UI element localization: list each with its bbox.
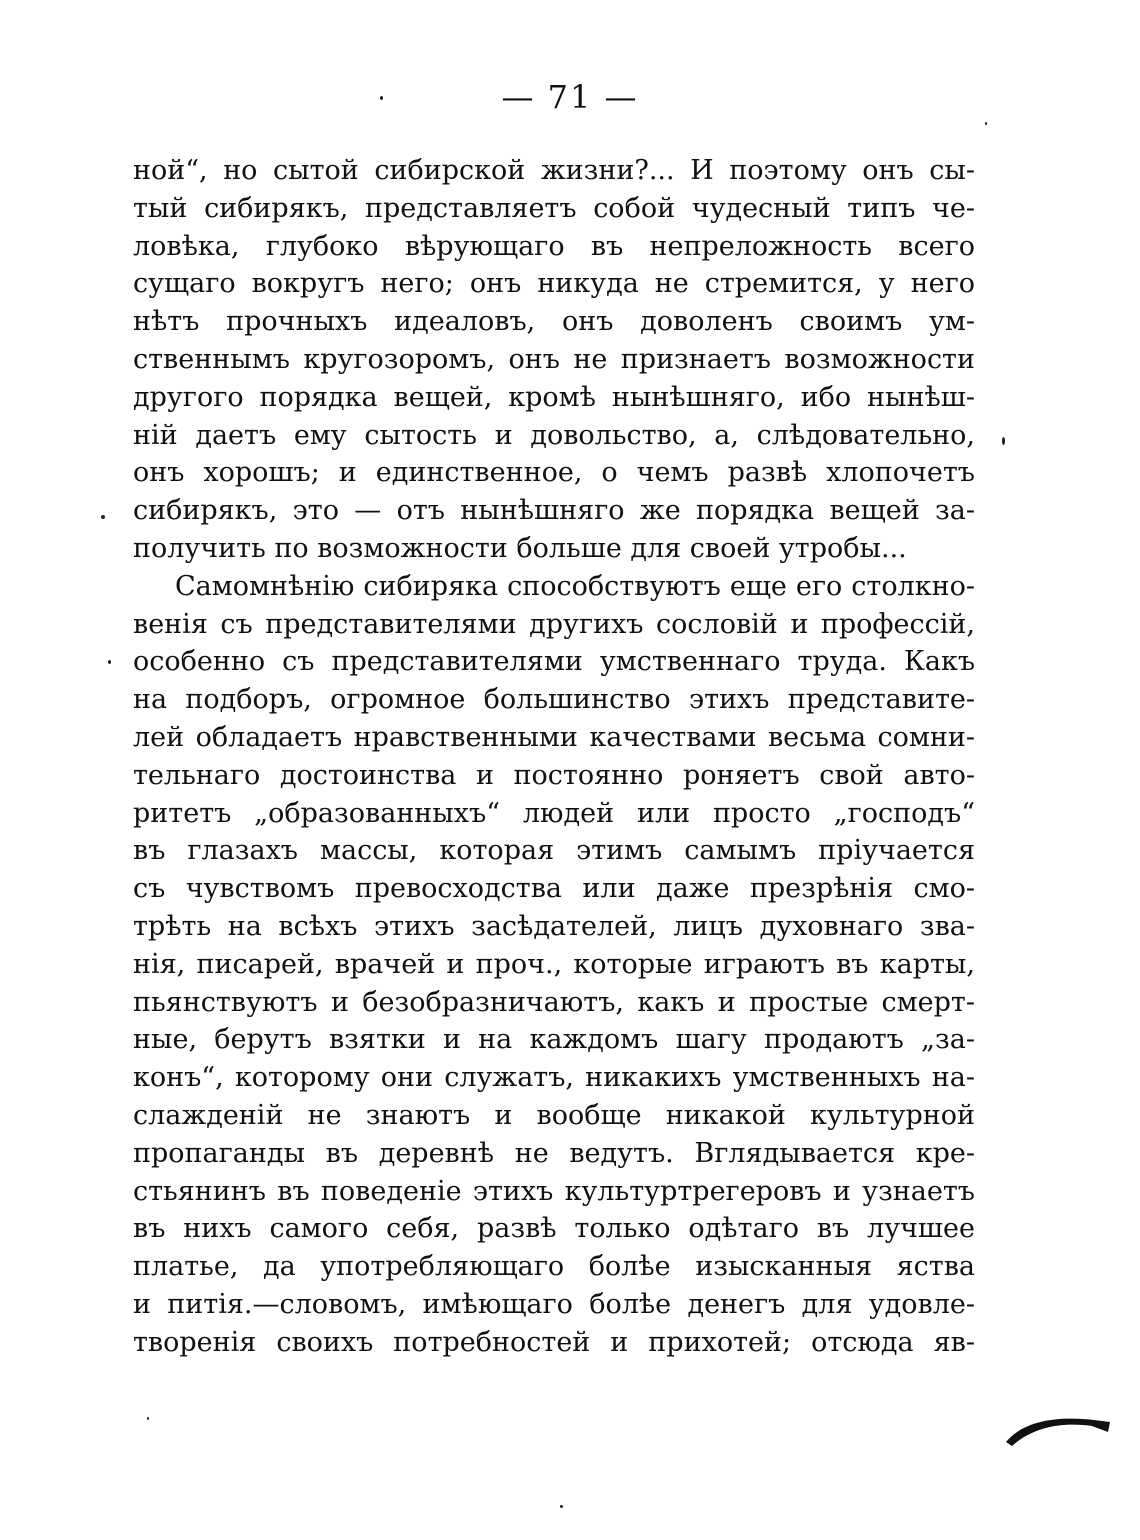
text-line: тый сибирякъ, представляетъ собой чудесный типъ че- (133, 192, 975, 224)
text-line: сибирякъ, это — отъ нынѣшняго же порядка вещей за- (133, 495, 975, 527)
text-line: нѣтъ прочныхъ идеаловъ, онъ доволенъ своимъ ум- (133, 306, 975, 338)
text-line: на подборъ, огромное большинство этихъ представите- (133, 684, 975, 716)
text-line: сущаго вокругъ него; онъ никуда не стремится, у него (133, 268, 975, 300)
scan-speck (101, 515, 105, 519)
text-line: въ нихъ самого себя, развѣ только одѣтаго въ лучшее (133, 1213, 975, 1245)
scan-speck (560, 1505, 563, 1508)
text-line: стьянинъ въ поведенiе этихъ культуртрегеровъ и узнаетъ (133, 1175, 975, 1207)
text-line: получить по возможности больше для своей утробы... (133, 532, 907, 564)
text-line: конъ“, которому они служатъ, никакихъ умственныхъ на- (133, 1062, 975, 1094)
scan-speck (380, 96, 383, 100)
scan-speck (147, 1417, 149, 1420)
text-line: Самомнѣнiю сибиряка способствуютъ еще его столкно- (175, 570, 975, 602)
text-line: пропаганды въ деревнѣ не ведутъ. Вглядывается кре- (133, 1137, 975, 1169)
text-line: особенно съ представителями умственнаго труда. Какъ (133, 646, 975, 678)
scan-speck (1002, 437, 1005, 445)
text-line: и питiя.—словомъ, имѣющаго болѣе денегъ для удовле- (133, 1288, 975, 1320)
text-line: ные, берутъ взятки и на каждомъ шагу продаютъ „за- (133, 1024, 975, 1056)
text-line: творенiя своихъ потребностей и прихотей; отсюда яв- (133, 1326, 975, 1358)
text-line: венiя съ представителями другихъ сословiй и профессiй, (133, 608, 975, 640)
page-number: — 71 — (501, 78, 639, 116)
text-line: лей обладаетъ нравственными качествами весьма сомни- (133, 721, 975, 753)
text-line: тельнаго достоинства и постоянно роняетъ свой авто- (133, 759, 975, 791)
text-line: съ чувствомъ превосходства или даже презрѣнiя смо- (133, 873, 975, 905)
text-line: ловѣка, глубоко вѣрующаго въ непреложность всего (133, 230, 975, 262)
body-text (133, 152, 975, 1362)
text-line: онъ хорошъ; и единственное, о чемъ развѣ хлопочетъ (133, 457, 975, 489)
text-line: платье, да употребляющаго болѣе изысканныя яства (133, 1251, 975, 1283)
text-line: другого порядка вещей, кромѣ нынѣшняго, ибо нынѣш- (133, 381, 975, 413)
ink-smudge (1004, 1412, 1114, 1452)
text-line: ственнымъ кругозоромъ, онъ не признаетъ возможности (133, 343, 975, 375)
scan-speck (985, 122, 987, 125)
text-line: нiй даетъ ему сытость и довольство, а, слѣдовательно, (133, 419, 975, 451)
text-line: трѣть на всѣхъ этихъ засѣдателей, лицъ духовнаго зва- (133, 910, 975, 942)
text-line: пьянствуютъ и безобразничаютъ, какъ и простые смерт- (133, 986, 975, 1018)
text-line: ной“, но сытой сибирской жизни?... И поэтому онъ сы- (133, 155, 975, 186)
text-line: ритетъ „образованныхъ“ людей или просто „господъ“ (133, 797, 975, 829)
scan-speck (108, 660, 111, 664)
text-line: въ глазахъ массы, которая этимъ самымъ прiучается (133, 835, 975, 867)
text-line: нiя, писарей, врачей и проч., которые играютъ въ карты, (133, 948, 975, 980)
text-line: слажденiй не знаютъ и вообще никакой культурной (133, 1099, 975, 1131)
